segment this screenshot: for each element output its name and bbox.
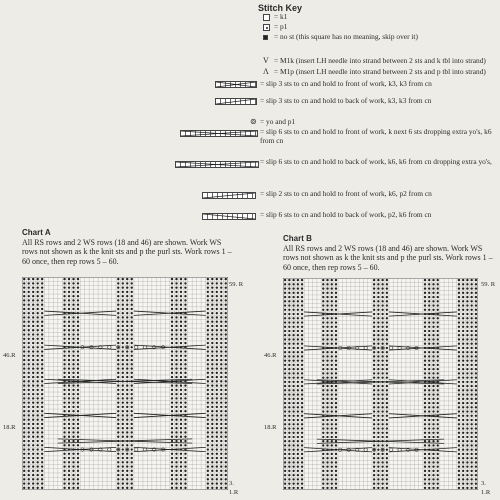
chart-a-row-label: 59. R <box>229 281 244 288</box>
yo-p1-symbol-icon: ⊚ <box>250 117 257 126</box>
key-text: = slip 2 sts to cn and hold to front of work, k6, p2 from cn <box>260 189 432 198</box>
chart-a-row-label: 3. <box>229 480 234 487</box>
key-text: = M1p (insert LH needle into strand between 2 sts and p tbl into strand) <box>274 67 486 76</box>
key-text: = slip 6 sts to cn and hold to front of work, k next 6 sts dropping extra yo's, k6 from cn <box>260 127 492 145</box>
key-text: = slip 3 sts to cn and hold to front of work, k3, k3 from cn <box>260 79 432 88</box>
chart-b-row-label: 59. R <box>481 281 496 288</box>
stitch-key-title: Stitch Key <box>258 3 303 13</box>
p1-symbol-icon <box>263 24 270 31</box>
chart-b-note: All RS rows and 2 WS rows (18 and 46) are shown. Work WS rows not shown as k the knit sts and p the purl sts. Work rows 1 – 60 once, then rep rows 5 – 60. <box>283 243 493 272</box>
key-text: = yo and p1 <box>260 117 296 126</box>
chart-b-row-label: 1.R <box>481 489 491 496</box>
chart-a-row-label: 18.R <box>3 424 16 431</box>
key-row-c8f <box>160 190 498 204</box>
m1p-symbol-icon: Λ <box>263 67 269 76</box>
chart-b-row-label: 3. <box>481 480 486 487</box>
chart-a-grid <box>22 277 228 490</box>
key-text: = k1 <box>274 12 288 21</box>
key-row-c6f <box>160 80 498 94</box>
cable-8-front-purl-symbol-icon <box>202 192 256 199</box>
chart-b-row-label: 18.R <box>264 424 277 431</box>
key-row-c12b <box>160 158 498 178</box>
key-text: = no st (this square has no meaning, skip over it) <box>274 32 418 41</box>
cable-8-back-purl-symbol-icon <box>202 213 256 220</box>
cable-12-back-symbol-icon <box>175 161 259 168</box>
m1k-symbol-icon: V <box>263 56 269 65</box>
key-text: = p1 <box>274 22 288 31</box>
key-text: = slip 6 sts to cn and hold to back of work, k6, k6 from cn dropping extra yo's, <box>260 157 492 166</box>
chart-a-row-label: 1.R <box>229 489 239 496</box>
chart-a-note: All RS rows and 2 WS rows (18 and 46) are shown. Work WS rows not shown as k the knit sts and p the purl sts. Work rows 1 – 60 once, then rep rows 5 – 60. <box>22 237 232 266</box>
chart-b-heading <box>283 234 498 272</box>
cable-front-symbol-icon <box>215 81 257 88</box>
chart-a-title: Chart A <box>22 228 51 237</box>
chart-b-grid <box>283 278 478 490</box>
key-row-no-st <box>160 33 498 47</box>
k1-symbol-icon <box>263 14 270 21</box>
key-row-c8b <box>160 211 498 225</box>
no-stitch-symbol-icon <box>263 35 268 40</box>
key-text: = slip 6 sts to cn and hold to back of work, p2, k6 from cn <box>260 210 432 219</box>
chart-b-title: Chart B <box>283 234 312 243</box>
key-row-c6b <box>160 97 498 111</box>
cable-back-symbol-icon <box>215 98 257 105</box>
key-text: = M1k (insert LH needle into strand between 2 sts and k tbl into strand) <box>274 56 486 65</box>
chart-b-row-label: 46.R <box>264 352 277 359</box>
cable-12-front-symbol-icon <box>180 130 258 137</box>
key-text: = slip 3 sts to cn and hold to back of work, k3, k3 from cn <box>260 96 432 105</box>
chart-a-row-label: 46.R <box>3 352 16 359</box>
key-row-c12f <box>160 128 498 148</box>
chart-a-heading <box>22 228 237 266</box>
